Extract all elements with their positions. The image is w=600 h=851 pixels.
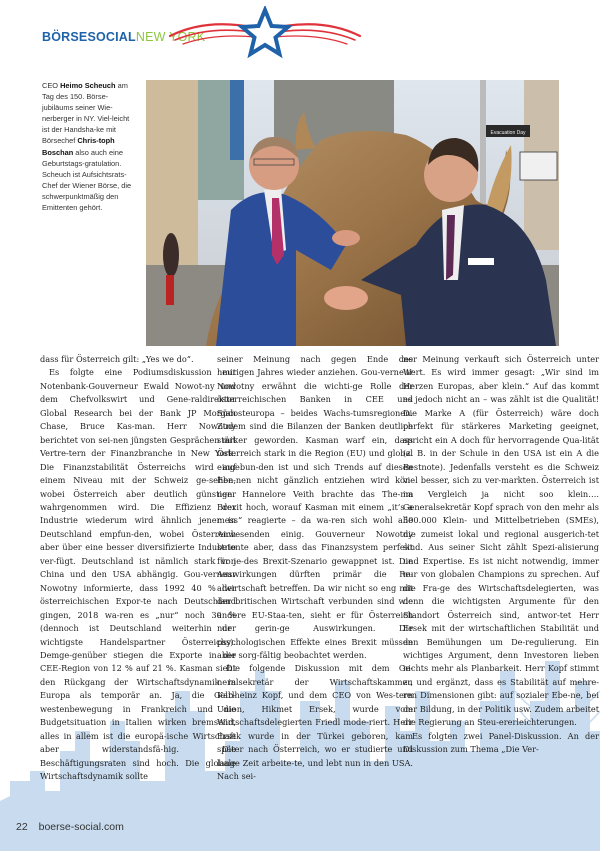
caption-name-christoph-boschan: Chris-toph Boschan <box>42 136 115 157</box>
photo-caption: CEO Heimo Scheuch am Tag des 150. Börse-jubiläums seiner Wie-nerberger in NY. Viel-leicht ist der Handsha-ke mit Börsechef Chris-toph Boschan also auch eine Geburtstags-gratulation. Scheuch ist Aufsichtsrats-Chef der Wiener Börse, die schwerpunktmäßig den Emittenten gehört. <box>42 81 132 213</box>
paragraph: ner Meinung verkauft sich Österreich unter Wert. Es wird immer gesagt: „Wir sind im Herzen Europas, aber klein.“ Auf das kommt es jedoch nicht an – was zählt ist die Qualität! Die Marke A (für Österreich) wäre doch perfekt für stärkeres Marketing geeignet, spricht ein A doch für hervorragende Qua-lität (z. B. in der Schule in den USA ist ein A die Bestnote). Jedenfalls versteht es die Schweiz viel besser, sich zu ver-markten. Österreich ist im Vergleich ja nicht soo klein…. Generalsekretär Kopf sprach von den mehr als 500.000 Klein- und Mittelbetrieben (SMEs), die zumeist lokal und regional ausgerich-tet sind. Aus seiner Sicht zählt Spezi-alisierung und Expertise. Es ist nicht notwendig, immer nur von globalen Champions zu sprechen. Auf die Fra-ge des Wirtschaftsdelegierten, was denn die wichtigsten Argumente für den Standort Österreich sind, antwor-tet Herr Ersek mit der wirtschaftlichen Stabilität und den Bemühungen um De-regulierung. Ein wichtiges Argument, denn Investoren lieben nichts mehr als Planbarkeit. Herr Kopf stimmt zu und ergänzt, dass es Stabilität auf mehre-ren Dimensionen gibt: auf sozialer Ebe-ne, bei der Bildung, in der Politik usw. Zudem arbeitet die Regierung an Steu-ererleichterungen. <box>403 354 599 728</box>
street-sign-text: Evacuation Day <box>490 130 526 136</box>
page-number: 22 <box>16 821 28 833</box>
paragraph: Es folgten zwei Panel-Diskussion. An der Diskussion zum Thema „Die Ver- <box>403 730 599 755</box>
brand-name-part1: BÖRSESOCIAL <box>42 30 136 44</box>
paragraph: dass für Österreich gilt: „Yes we do“. <box>40 354 194 364</box>
article-column-3 <box>403 353 599 757</box>
paragraph: seiner Meinung nach gegen Ende des heurigen Jahres wieder anziehen. Gou-verneur Nowotny erwähnt die wichti-ge Rolle der österreichischen Banken in CEE und Südosteuropa – beides Wachs-tumsregionen. Zudem sind die Bilanzen der Banken deutlich stärker geworden. Kasman warf ein, dass Österreich stark in die Region (EU) und global eingebun-den ist und sich Trends auf diesen Ebe-nen nicht gänzlich entziehen wird kön-nen. Hannelore Veith brachte das The-ma Brexit hoch, worauf Kasman mit einem „it’s a mess“ reagierte – da wa-ren sich wohl alle Anwesenden einig. Gouverneur Nowotny betonte aber, dass das Finanzsystem perfekt für je-des Brexit-Szenario gewappnet ist. Die Auswirkungen dürften primär die Re-alwirtschaft betreffen. Da wir nicht so eng mit der britischen Wirtschaft verbunden sind wie andere EU-Staa-ten, sieht er für Österreich nur gerin-ge Auswirkungen. Die psychologischen Effekte eines Brexit müssen aber sorg-fältig beobachtet werden. <box>217 354 413 660</box>
website-link[interactable]: boerse-social.com <box>38 821 124 833</box>
star-with-wings-icon <box>165 6 365 64</box>
handshake <box>324 286 368 310</box>
brand-name-part2: NEW YORK <box>135 30 206 44</box>
truck-route-sign <box>520 152 557 180</box>
pocket-square <box>468 258 494 265</box>
magazine-header <box>0 0 600 70</box>
caption-name-heimo-scheuch: Heimo Scheuch <box>60 81 116 90</box>
article-column-1 <box>40 353 236 784</box>
page-footer <box>16 821 124 833</box>
paragraph: Die folgende Diskussion mit dem Ge-neralsekretär der Wirtschaftskammer, Karlheinz Kopf, und dem CEO von Wes-tern Union, Hikmet Ersek, wurde vom Wirtschaftsdelegierten Friedl mode-riert. Herr Ersek wurde in der Türkei geboren, kam später nach Österreich, wo er studierte und lange Zeit arbeite-te, und lebt nun in den USA. Nach sei- <box>217 663 413 782</box>
paragraph: Es folgte eine Podiumsdiskussion mit Notenbank-Gouverneur Ewald Nowot-ny und dem Chefvolkswirt und Gene-raldirektor Global Research bei der Bank JP Morgan Chase, Bruce Kas-man. Herr Nowotny berichtet von sei-nen jüngsten Gesprächen mit Vertre-tern der Finanzbranche in New York. Die Finanzstabilität Österreichs wird auf einem Niveau mit der Schweiz ge-sehen, wobei Österreich aber deutlich günstiger wahrgenommen wird. Die Effizienz der Industrie wiederum wird ähnlich jener in Deutschland empfun-den, wobei Österreich aber über eine besser diversifizierte Industrie ver-fügt. Deutschland ist nämlich stark von China und den USA abhängig. Gou-verneur Nowotny informierte, dass 1992 40 % der österreichischen Expor-te nach Deutschland gingen, 2018 wa-ren es „nur“ noch 30 % (dennoch ist Deutschland weiterhin der wichtigste Handelspartner Österreichs). Demge-genüber stiegen die Exporte in die CEE-Region von 12 % auf 21 %. Kasman sieht den Rückgang der Wirtschaftsdynamik in Europa als temporär an. Ja, die Gelb-westenbewegung in Frankreich und die Budgetsituation in Italien wirken bremsend, alles in allem ist die europä-ische Wirtschaft aber widerstandsfä-hig. Die Beschäftigungsraten sind hoch. Die globale Wirtschaftsdynamik sollte <box>40 367 236 782</box>
handshake-photo-illustration <box>146 80 559 346</box>
article-photo <box>146 80 559 346</box>
article-column-2 <box>217 353 413 784</box>
